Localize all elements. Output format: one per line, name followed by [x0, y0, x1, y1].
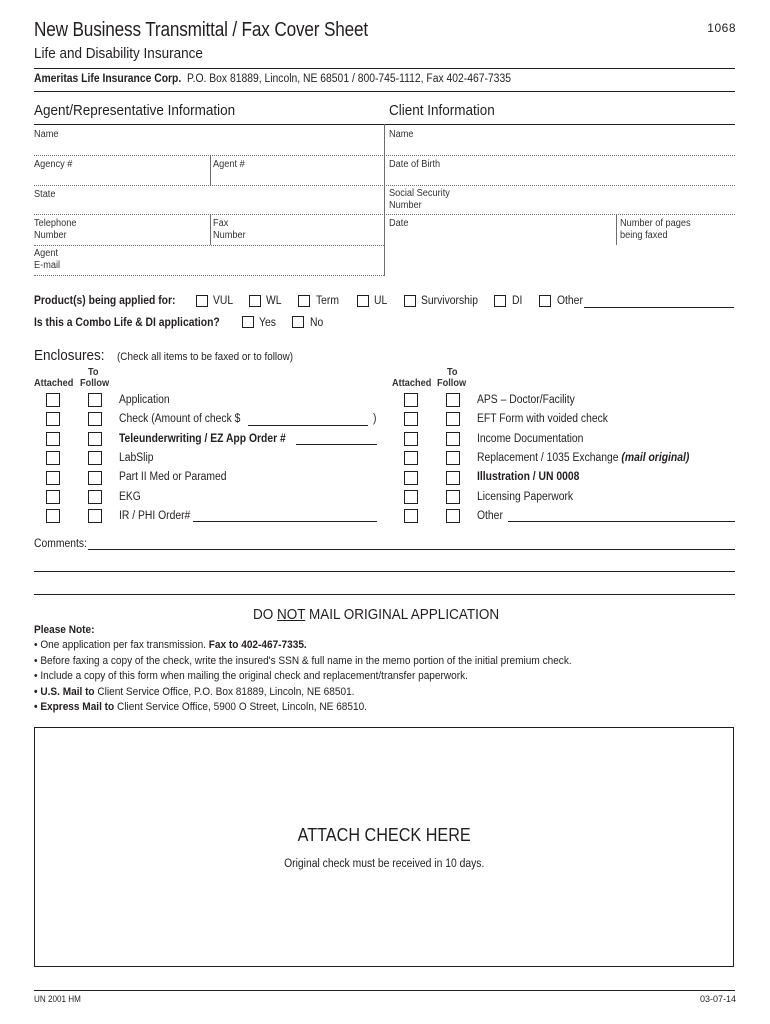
company-name: Ameritas Life Insurance Corp. — [34, 73, 182, 85]
agency-number-field[interactable]: Agency # — [34, 159, 73, 170]
other-product-input[interactable] — [584, 307, 734, 308]
grid-line — [34, 275, 384, 276]
teleunderwriting-label: Teleunderwriting / EZ App Order # — [119, 433, 286, 445]
company-divider — [34, 91, 735, 92]
replacement-follow-checkbox[interactable] — [446, 451, 460, 465]
mail-original-note: (mail original) — [621, 452, 690, 464]
ssn-field[interactable] — [389, 188, 450, 212]
term-label: Term — [316, 295, 340, 307]
grid-divider — [210, 155, 211, 185]
agent-section-heading: Agent/Representative Information — [34, 102, 236, 119]
date-of-birth-field[interactable]: Date of Birth — [389, 159, 441, 170]
client-section-heading: Client Information — [389, 102, 495, 119]
note-line-4 — [34, 686, 354, 698]
term-checkbox[interactable] — [298, 295, 310, 307]
wl-checkbox[interactable] — [249, 295, 261, 307]
products-label: Product(s) being applied for: — [34, 295, 176, 307]
express-mail-address: Client Service Office, 5900 O Street, Lincoln, NE 68510. — [114, 701, 367, 713]
aps-label: APS – Doctor/Facility — [477, 394, 575, 406]
teleunderwriting-attached-checkbox[interactable] — [46, 432, 60, 446]
do-not-mail-warning — [253, 606, 499, 623]
to-follow-header-to: To — [447, 367, 458, 378]
income-doc-follow-checkbox[interactable] — [446, 432, 460, 446]
combo-no-checkbox[interactable] — [292, 316, 304, 328]
other-enclosure-attached-checkbox[interactable] — [404, 509, 418, 523]
labslip-label: LabSlip — [119, 452, 154, 464]
fax-number-note: Fax to 402-467-7335. — [208, 639, 307, 651]
other-enclosure-input[interactable] — [508, 521, 735, 522]
attach-check-subtitle-wrap — [34, 854, 734, 872]
comments-line-1[interactable] — [88, 549, 735, 550]
illustration-follow-checkbox[interactable] — [446, 471, 460, 485]
footer-form-code: UN 2001 HM — [34, 994, 81, 1004]
illustration-attached-checkbox[interactable] — [404, 471, 418, 485]
form-subtitle: Life and Disability Insurance — [34, 45, 203, 62]
check-close-paren: ) — [373, 413, 377, 425]
header-divider — [34, 68, 735, 69]
check-label: Check (Amount of check $ — [119, 413, 241, 425]
grid-divider — [616, 214, 617, 245]
ekg-follow-checkbox[interactable] — [88, 490, 102, 504]
replacement-attached-checkbox[interactable] — [404, 451, 418, 465]
note-line-3: • Include a copy of this form when mailing the original check and replacement/transfer paperwork. — [34, 670, 468, 682]
check-amount-input[interactable] — [248, 425, 368, 426]
teleunderwriting-follow-checkbox[interactable] — [88, 432, 102, 446]
survivorship-checkbox[interactable] — [404, 295, 416, 307]
ez-app-order-input[interactable] — [296, 444, 377, 445]
ssn-label-line1: Social Security — [389, 188, 450, 199]
grid-divider — [384, 124, 385, 276]
ir-phi-order-input[interactable] — [193, 521, 377, 522]
combo-yes-label: Yes — [259, 317, 276, 329]
application-attached-checkbox[interactable] — [46, 393, 60, 407]
comments-line-2[interactable] — [34, 571, 735, 572]
attach-check-subtitle: Original check must be received in 10 days. — [283, 858, 485, 870]
other-enclosure-label: Other — [477, 510, 503, 522]
email-label-line1: Agent — [34, 248, 59, 259]
footer-date: 03-07-14 — [699, 994, 736, 1004]
enclosures-instruction: (Check all items to be faxed or to follow) — [116, 351, 293, 363]
combo-question: Is this a Combo Life & DI application? — [34, 317, 220, 329]
combo-yes-checkbox[interactable] — [242, 316, 254, 328]
ir-phi-label: IR / PHI Order# — [119, 510, 191, 522]
email-label-line2: E-mail — [34, 260, 61, 271]
eft-follow-checkbox[interactable] — [446, 412, 460, 426]
warning-not-emphasis: NOT — [277, 606, 306, 623]
please-note-heading: Please Note: — [34, 624, 95, 636]
replacement-label — [477, 452, 689, 464]
note-line-1 — [34, 639, 307, 651]
income-doc-label: Income Documentation — [477, 433, 584, 445]
note-line-1-text: • One application per fax transmission. — [34, 639, 209, 651]
eft-label: EFT Form with voided check — [477, 413, 608, 425]
agent-email-field[interactable] — [34, 248, 60, 272]
us-mail-label: • U.S. Mail to — [34, 686, 95, 698]
date-field[interactable]: Date — [389, 218, 409, 229]
agent-number-field[interactable]: Agent # — [213, 159, 245, 170]
check-follow-checkbox[interactable] — [88, 412, 102, 426]
comments-line-3[interactable] — [34, 594, 735, 595]
wl-label: WL — [266, 295, 282, 307]
agent-name-field[interactable]: Name — [34, 129, 59, 140]
fax-label-line1: Fax — [213, 218, 229, 229]
state-field[interactable]: State — [34, 189, 56, 200]
note-line-2: • Before faxing a copy of the check, write the insured's SSN & full name in the memo portion of the initial premium check. — [34, 655, 572, 667]
aps-follow-checkbox[interactable] — [446, 393, 460, 407]
ul-checkbox[interactable] — [357, 295, 369, 307]
other-product-checkbox[interactable] — [539, 295, 551, 307]
labslip-attached-checkbox[interactable] — [46, 451, 60, 465]
vul-checkbox[interactable] — [196, 295, 208, 307]
attached-header: Attached — [392, 378, 432, 389]
licensing-label: Licensing Paperwork — [477, 491, 574, 503]
attached-header: Attached — [34, 378, 74, 389]
enclosures-title: Enclosures: — [34, 347, 105, 364]
illustration-label: Illustration / UN 0008 — [477, 471, 580, 483]
to-follow-header-follow: Follow — [80, 378, 110, 389]
part2-med-follow-checkbox[interactable] — [88, 471, 102, 485]
ekg-label: EKG — [119, 491, 141, 503]
ir-phi-follow-checkbox[interactable] — [88, 509, 102, 523]
grid-divider — [210, 214, 211, 245]
combo-no-label: No — [310, 317, 324, 329]
company-address: P.O. Box 81889, Lincoln, NE 68501 / 800-745-1112, Fax 402-467-7335 — [187, 73, 511, 85]
ekg-attached-checkbox[interactable] — [46, 490, 60, 504]
check-attached-checkbox[interactable] — [46, 412, 60, 426]
warning-part3: MAIL ORIGINAL APPLICATION — [305, 606, 500, 623]
form-number: 1068 — [707, 21, 736, 35]
survivorship-label: Survivorship — [421, 295, 478, 307]
part2-med-attached-checkbox[interactable] — [46, 471, 60, 485]
fax-label-line2: Number — [213, 230, 246, 241]
application-follow-checkbox[interactable] — [88, 393, 102, 407]
comments-label: Comments: — [34, 538, 87, 550]
labslip-follow-checkbox[interactable] — [88, 451, 102, 465]
ssn-label-line2: Number — [389, 200, 422, 211]
footer-divider — [34, 990, 735, 991]
ir-phi-attached-checkbox[interactable] — [46, 509, 60, 523]
pages-faxed-field[interactable] — [620, 218, 691, 242]
other-product-label: Other — [557, 295, 583, 307]
us-mail-address: Client Service Office, P.O. Box 81889, Lincoln, NE 68501. — [94, 686, 355, 698]
licensing-attached-checkbox[interactable] — [404, 490, 418, 504]
company-info — [34, 73, 511, 85]
client-name-field[interactable]: Name — [389, 129, 414, 140]
grid-line — [34, 245, 384, 246]
income-doc-attached-checkbox[interactable] — [404, 432, 418, 446]
attach-check-title-wrap — [34, 825, 734, 846]
pages-label-line1: Number of pages — [620, 218, 691, 229]
attach-check-area — [34, 727, 734, 967]
telephone-field[interactable] — [34, 218, 76, 242]
application-label: Application — [119, 394, 170, 406]
aps-attached-checkbox[interactable] — [404, 393, 418, 407]
part2-med-label: Part II Med or Paramed — [119, 471, 227, 483]
licensing-follow-checkbox[interactable] — [446, 490, 460, 504]
to-follow-header-follow: Follow — [437, 378, 467, 389]
enclosures-heading — [34, 347, 312, 365]
other-enclosure-follow-checkbox[interactable] — [446, 509, 460, 523]
di-checkbox[interactable] — [494, 295, 506, 307]
replacement-text: Replacement / 1035 Exchange — [477, 452, 619, 464]
fax-field[interactable] — [213, 218, 246, 242]
eft-attached-checkbox[interactable] — [404, 412, 418, 426]
attach-check-title: ATTACH CHECK HERE — [297, 825, 471, 845]
vul-label: VUL — [213, 295, 234, 307]
di-label: DI — [512, 295, 523, 307]
form-title: New Business Transmittal / Fax Cover Sheet — [34, 19, 369, 41]
pages-label-line2: being faxed — [620, 230, 668, 241]
express-mail-label: • Express Mail to — [34, 701, 115, 713]
telephone-label-line2: Number — [34, 230, 67, 241]
warning-part1: DO — [253, 606, 278, 623]
ul-label: UL — [374, 295, 388, 307]
to-follow-header-to: To — [88, 367, 99, 378]
note-line-5 — [34, 701, 367, 713]
telephone-label-line1: Telephone — [34, 218, 77, 229]
